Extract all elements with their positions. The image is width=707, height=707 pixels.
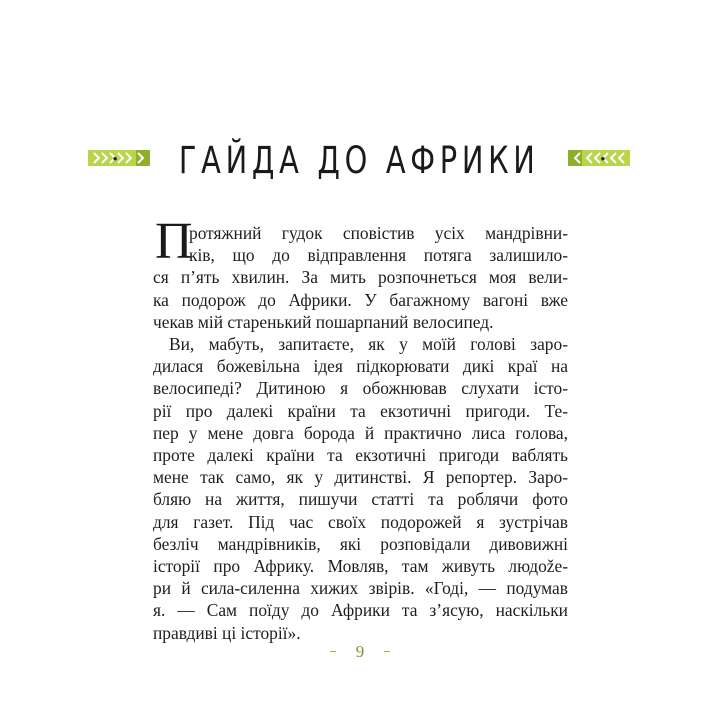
text-line: ри й сила-силенна хижих звірів. «Годі, — подумав (153, 578, 568, 599)
text-line: ротяжний гудок сповістив усіх мандрівни- (189, 223, 568, 243)
ornament-left-icon (88, 148, 150, 168)
text-line: безліч мандрівників, які розповідали дивовижні (153, 533, 568, 554)
text-line: для газет. Під час своїх подорожей я зустрічав (153, 511, 568, 532)
text-line: проте далекі країни та екзотичні пригоди ваблять (153, 445, 568, 466)
heading-bullet-right: • (600, 151, 606, 168)
text-line: правдиві ці історії». (153, 622, 301, 643)
text-line: велосипеді? Дитиною я обожнював слухати істо- (153, 378, 568, 399)
text-line: дилася божевільна ідея підкорювати дикі краї на (153, 356, 568, 377)
text-line: пер у мене довга борода й практично лиса голова, (153, 422, 568, 443)
page-number-dash-left (330, 651, 336, 652)
text-line: ка подорож до Африки. У багажному вагоні вже (153, 289, 568, 310)
text-line: я. — Сам поїду до Африки та з’ясую, наскільки (153, 600, 568, 621)
text-line: Ви, мабуть, запитаєте, як у моїй голові заро- (169, 334, 568, 355)
text-line: бляю на життя, пишучи статті та роблячи фото (153, 489, 568, 510)
chapter-title: ГАЙДА ДО АФРИКИ (178, 138, 540, 182)
ornament-right-icon (568, 148, 630, 168)
text-line: історії про Африку. Мовляв, там живуть людože- (153, 556, 568, 577)
text-line: рії про далекі країни та екзотичні пригоди. Те- (153, 400, 568, 421)
page-margin (0, 0, 90, 707)
body-text (153, 222, 568, 644)
text-line: ків, що до відправлення потяга залишило- (189, 245, 568, 266)
drop-cap: П (155, 213, 193, 270)
page-number: 9 (355, 642, 365, 661)
text-line: ся п’ять хвилин. За мить розпочнеться моя вели- (153, 267, 568, 288)
heading-bullet-left: • (112, 151, 118, 168)
chapter-heading (112, 135, 606, 185)
page-number-dash-right (384, 651, 390, 652)
text-line: чекав мій старенький пошарпаний велосипед. (153, 311, 494, 332)
text-line: мене так само, як у дитинстві. Я репортер. Заро- (153, 467, 568, 488)
